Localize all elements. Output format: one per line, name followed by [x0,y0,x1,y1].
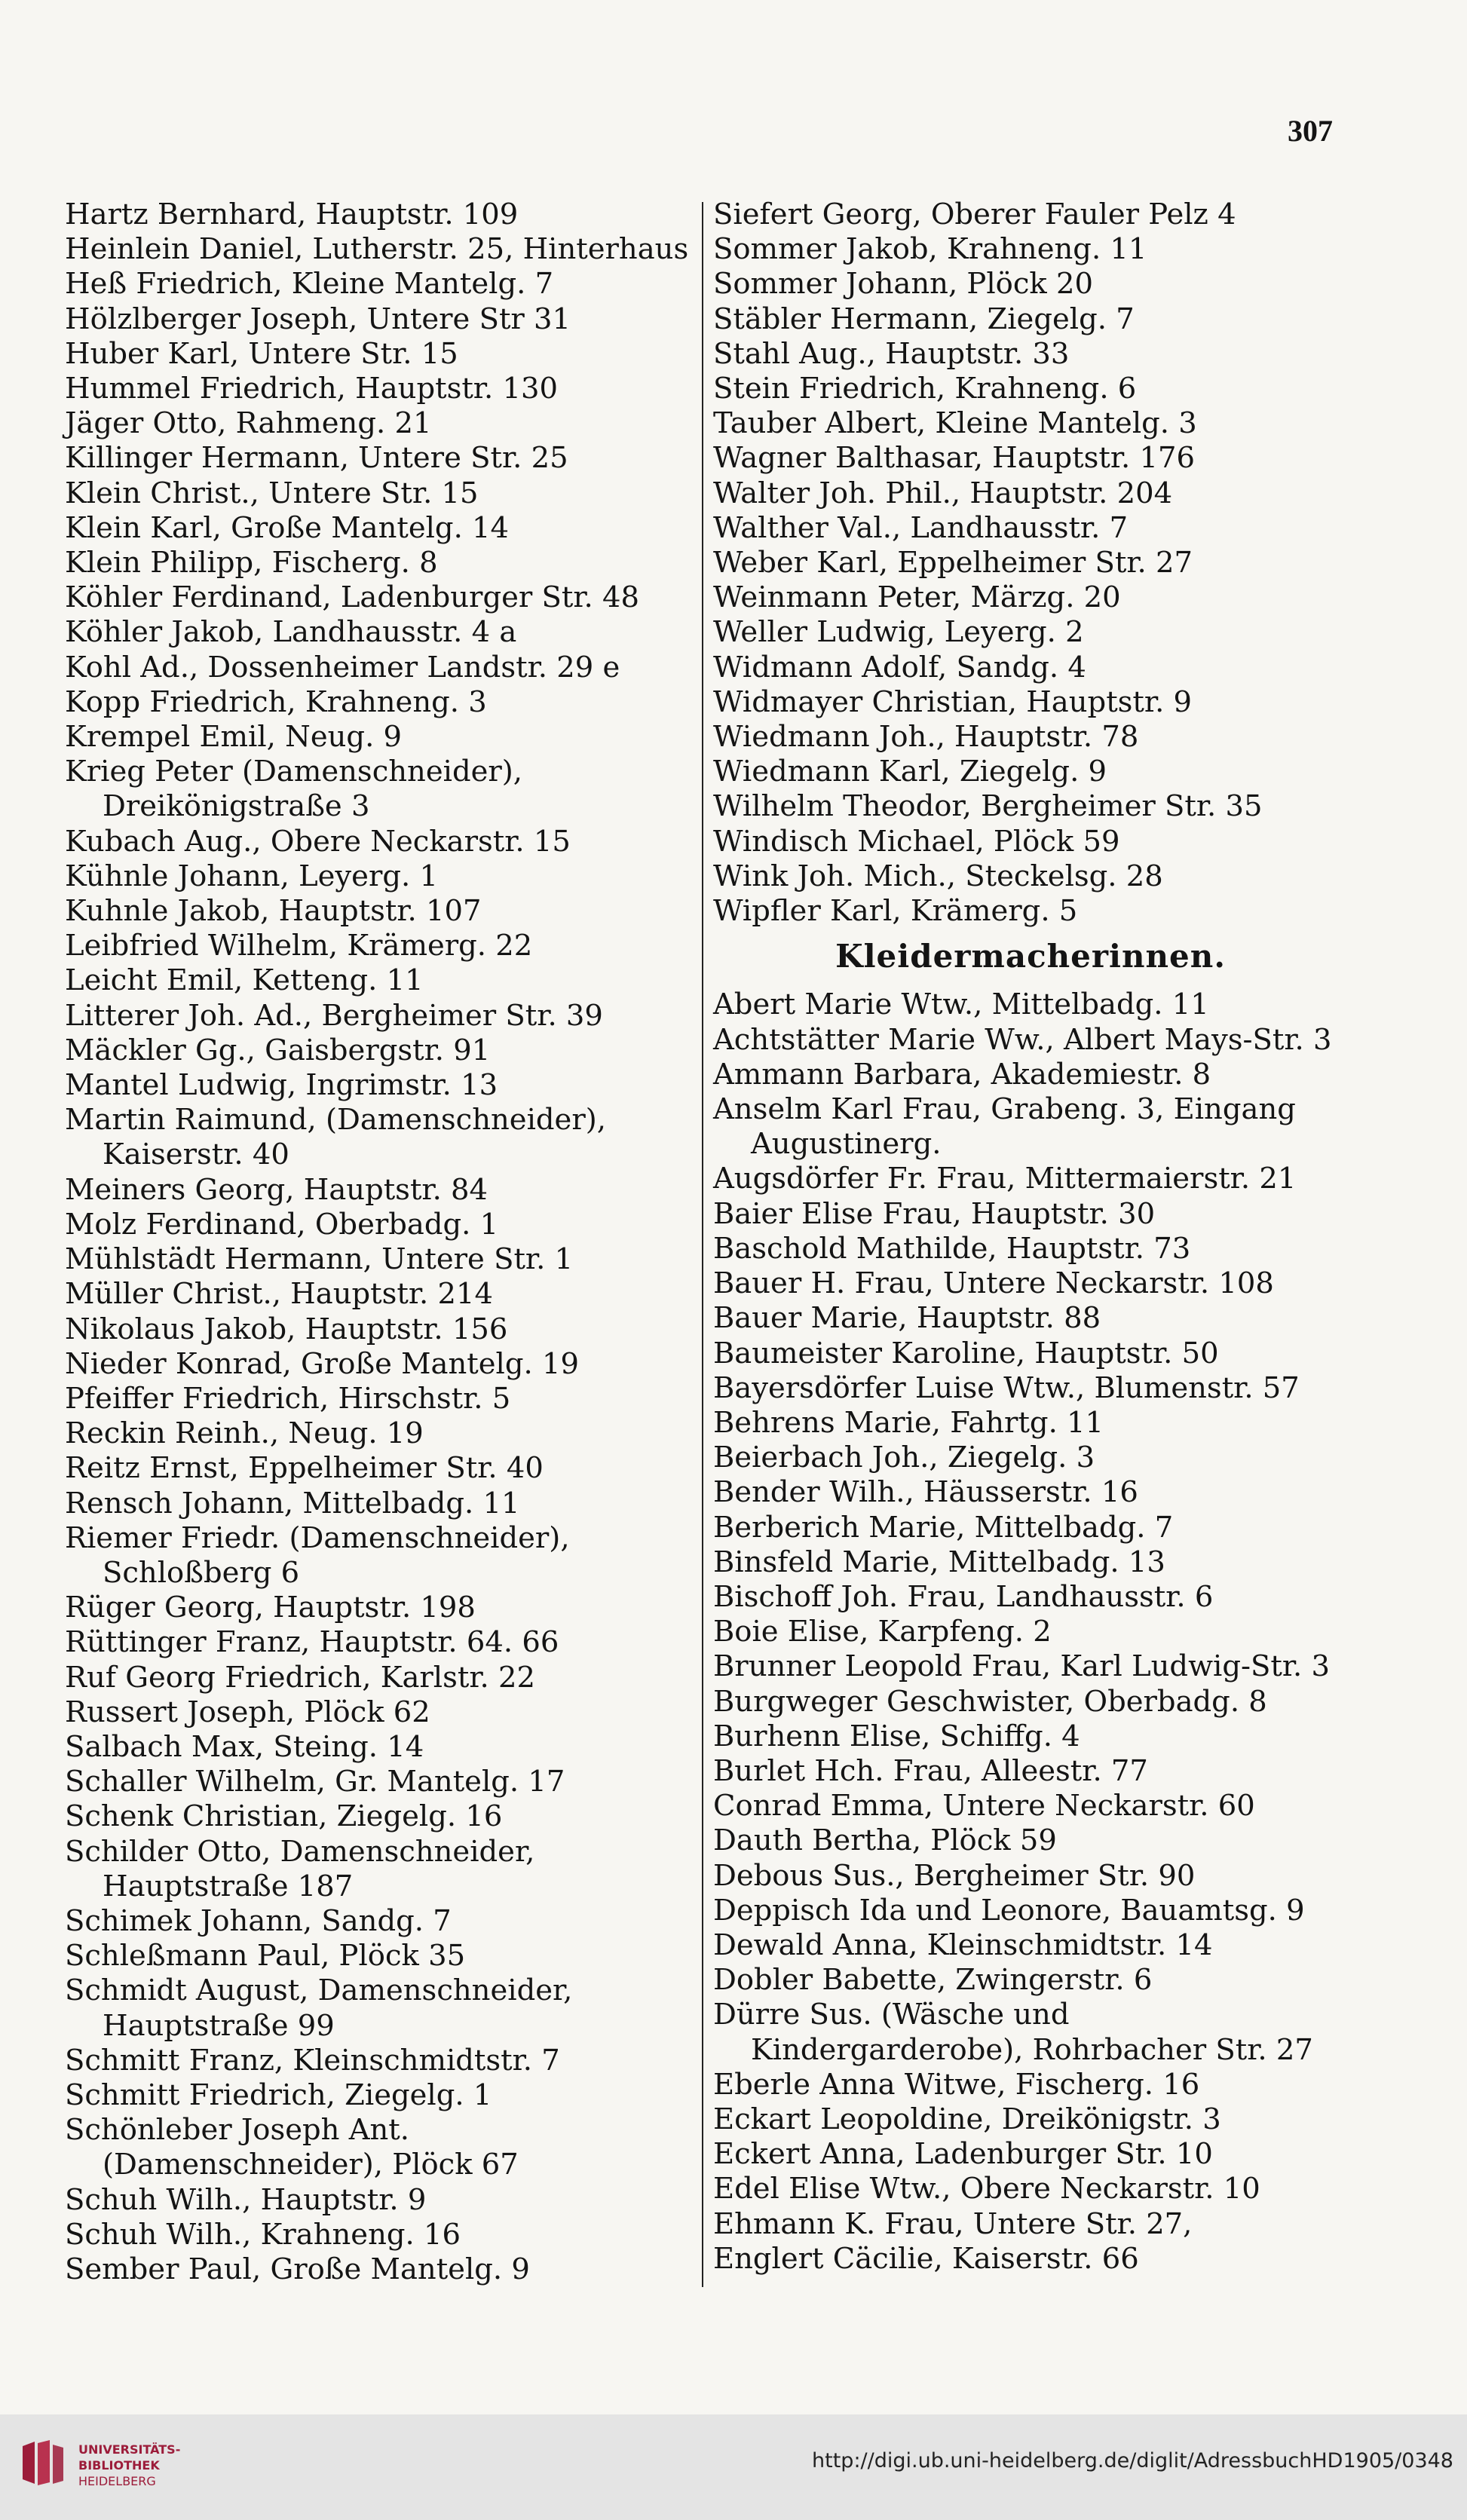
directory-entry: Rüger Georg, Hauptstr. 198 [65,1591,476,1625]
directory-entry: Edel Elise Wtw., Obere Neckarstr. 10 [713,2172,1260,2206]
directory-entry: Weinmann Peter, Märzg. 20 [713,580,1121,615]
directory-entry: Bender Wilh., Häusserstr. 16 [713,1475,1138,1510]
directory-entry: Krempel Emil, Neug. 9 [65,720,403,755]
source-url-link[interactable]: http://digi.ub.uni-heidelberg.de/diglit/AdressbuchHD1905/0348 [812,2449,1453,2473]
directory-entry: Schaller Wilhelm, Gr. Mantelg. 17 [65,1765,565,1799]
library-name-line1: UNIVERSITÄTS- [78,2442,181,2457]
directory-entry: Kubach Aug., Obere Neckarstr. 15 [65,824,571,859]
directory-entry: Schuh Wilh., Hauptstr. 9 [65,2182,427,2217]
directory-entry: Schleßmann Paul, Plöck 35 [65,1939,466,1973]
directory-entry: Nikolaus Jakob, Hauptstr. 156 [65,1312,508,1346]
library-name [78,2442,180,2489]
directory-entry: Sember Paul, Große Mantelg. 9 [65,2252,530,2286]
directory-entry: Bayersdörfer Luise Wtw., Blumenstr. 57 [713,1370,1300,1405]
right-column-entries [713,197,1348,929]
section-entries [713,987,1348,2277]
directory-entry: Ehmann K. Frau, Untere Str. 27, [713,2206,1193,2241]
directory-entry: Müller Christ., Hauptstr. 214 [65,1277,493,1312]
directory-entry: Windisch Michael, Plöck 59 [713,824,1120,859]
directory-entry: Beierbach Joh., Ziegelg. 3 [713,1441,1095,1475]
library-name-line2: BIBLIOTHEK [78,2458,160,2473]
directory-entry: Kühnle Johann, Leyerg. 1 [65,859,438,893]
library-name-line3: HEIDELBERG [78,2474,156,2488]
directory-entry: Wilhelm Theodor, Bergheimer Str. 35 [713,789,1263,824]
directory-entry: Eckert Anna, Ladenburger Str. 10 [713,2137,1213,2172]
left-column [65,197,691,2287]
directory-entry: Köhler Jakob, Landhausstr. 4 a [65,615,517,650]
directory-entry: Kopp Friedrich, Krahneng. 3 [65,684,487,719]
directory-entry: Deppisch Ida und Leonore, Bauamtsg. 9 [713,1893,1305,1928]
directory-entry: Walter Joh. Phil., Hauptstr. 204 [713,476,1173,510]
directory-entry: Leibfried Wilhelm, Krämerg. 22 [65,929,533,963]
directory-entry: Wiedmann Karl, Ziegelg. 9 [713,755,1107,789]
directory-entry: Schmitt Friedrich, Ziegelg. 1 [65,2078,492,2112]
directory-entry: Widmann Adolf, Sandg. 4 [713,650,1086,684]
directory-entry: Mäckler Gg., Gaisbergstr. 91 [65,1033,491,1067]
directory-entry: Reitz Ernst, Eppelheimer Str. 40 [65,1451,544,1486]
directory-entry: Schenk Christian, Ziegelg. 16 [65,1799,503,1834]
directory-entry: Binsfeld Marie, Mittelbadg. 13 [713,1545,1165,1579]
directory-entry: Wink Joh. Mich., Steckelsg. 28 [713,859,1163,893]
directory-entry: Burlet Hch. Frau, Alleestr. 77 [713,1753,1148,1788]
directory-entry: Nieder Konrad, Große Mantelg. 19 [65,1346,579,1381]
directory-entry: Dürre Sus. (Wäsche und Kindergarderobe), Rohrbacher Str. 27 [713,1998,1313,2067]
directory-entry: Köhler Ferdinand, Ladenburger Str. 48 [65,580,640,615]
directory-entry: Heinlein Daniel, Lutherstr. 25, Hinterhaus [65,232,689,267]
directory-entry: Klein Karl, Große Mantelg. 14 [65,510,510,545]
directory-entry: Boie Elise, Karpfeng. 2 [713,1615,1052,1649]
directory-entry: Dobler Babette, Zwingerstr. 6 [713,1963,1153,1998]
directory-entry: Ammann Barbara, Akademiestr. 8 [713,1057,1211,1092]
directory-entry: Rüttinger Franz, Hauptstr. 64. 66 [65,1625,559,1660]
directory-entry: Mühlstädt Hermann, Untere Str. 1 [65,1242,574,1277]
directory-entry: Bauer H. Frau, Untere Neckarstr. 108 [713,1266,1274,1301]
directory-entry: Baumeister Karoline, Hauptstr. 50 [713,1336,1219,1370]
directory-entry: Behrens Marie, Fahrtg. 11 [713,1405,1104,1440]
directory-entry: Hartz Bernhard, Hauptstr. 109 [65,197,519,231]
directory-entry: Englert Cäcilie, Kaiserstr. 66 [713,2241,1139,2276]
directory-entry: Anselm Karl Frau, Grabeng. 3, Eingang Augustinerg. [713,1092,1296,1162]
right-column [713,197,1348,2277]
directory-entry: Sommer Johann, Plöck 20 [713,267,1093,302]
directory-entry: Salbach Max, Steing. 14 [65,1729,424,1764]
directory-entry: Widmayer Christian, Hauptstr. 9 [713,684,1193,719]
directory-entry: Killinger Hermann, Untere Str. 25 [65,441,568,476]
directory-entry: Tauber Albert, Kleine Mantelg. 3 [713,406,1197,441]
directory-entry: Siefert Georg, Oberer Fauler Pelz 4 [713,197,1236,231]
directory-entry: Schmidt August, Damenschneider, Hauptstraße 99 [65,1973,573,2043]
directory-entry: Huber Karl, Untere Str. 15 [65,336,458,371]
directory-entry: Hölzlberger Joseph, Untere Str 31 [65,302,571,336]
directory-entry: Berberich Marie, Mittelbadg. 7 [713,1510,1174,1545]
directory-entry: Bauer Marie, Hauptstr. 88 [713,1301,1101,1336]
directory-entry: Riemer Friedr. (Damenschneider), Schloßberg 6 [65,1520,570,1590]
directory-entry: Reckin Reinh., Neug. 19 [65,1416,424,1451]
directory-entry: Meiners Georg, Hauptstr. 84 [65,1172,488,1207]
directory-entry: Stein Friedrich, Krahneng. 6 [713,372,1137,406]
heidelberg-library-seal-icon [17,2437,69,2490]
directory-entry: Abert Marie Wtw., Mittelbadg. 11 [713,987,1209,1022]
directory-entry: Schönleber Joseph Ant. (Damenschneider), Plöck 67 [65,2113,519,2182]
directory-entry: Weber Karl, Eppelheimer Str. 27 [713,546,1193,580]
directory-entry: Achtstätter Marie Ww., Albert Mays-Str. 3 [713,1022,1332,1057]
directory-entry: Schuh Wilh., Krahneng. 16 [65,2217,461,2252]
directory-entry: Ruf Georg Friedrich, Karlstr. 22 [65,1660,535,1695]
page-number: 307 [1288,114,1333,148]
directory-entry: Burgweger Geschwister, Oberbadg. 8 [713,1684,1267,1719]
directory-entry: Wipfler Karl, Krämerg. 5 [713,894,1078,929]
directory-entry: Schilder Otto, Damenschneider, Hauptstraße 187 [65,1834,535,1903]
directory-entry: Kohl Ad., Dossenheimer Landstr. 29 e [65,650,620,684]
directory-entry: Brunner Leopold Frau, Karl Ludwig-Str. 3 [713,1649,1330,1684]
directory-entry: Dewald Anna, Kleinschmidtstr. 14 [713,1928,1213,1962]
directory-entry: Russert Joseph, Plöck 62 [65,1695,430,1729]
directory-entry: Leicht Emil, Ketteng. 11 [65,963,424,998]
directory-entry: Bischoff Joh. Frau, Landhausstr. 6 [713,1579,1214,1614]
directory-entry: Jäger Otto, Rahmeng. 21 [65,406,432,441]
directory-entry: Debous Sus., Bergheimer Str. 90 [713,1858,1196,1893]
directory-entry: Baschold Mathilde, Hauptstr. 73 [713,1231,1191,1266]
directory-entry: Eckart Leopoldine, Dreikönigstr. 3 [713,2102,1221,2136]
directory-entry: Augsdörfer Fr. Frau, Mittermaierstr. 21 [713,1162,1297,1196]
directory-entry: Stäbler Hermann, Ziegelg. 7 [713,302,1135,336]
directory-entry: Burhenn Elise, Schiffg. 4 [713,1719,1080,1753]
directory-entry: Sommer Jakob, Krahneng. 11 [713,232,1147,267]
directory-entry: Pfeiffer Friedrich, Hirschstr. 5 [65,1381,511,1416]
directory-entry: Walther Val., Landhausstr. 7 [713,510,1129,545]
section-heading: Kleidermacherinnen. [835,938,1226,975]
directory-entry: Wiedmann Joh., Hauptstr. 78 [713,720,1139,755]
directory-entry: Wagner Balthasar, Hauptstr. 176 [713,441,1195,476]
directory-entry: Klein Philipp, Fischerg. 8 [65,546,438,580]
footer-bar [0,2414,1467,2520]
directory-entry: Conrad Emma, Untere Neckarstr. 60 [713,1789,1255,1823]
directory-entry: Kuhnle Jakob, Hauptstr. 107 [65,894,482,929]
directory-entry: Martin Raimund, (Damenschneider), Kaiserstr. 40 [65,1103,606,1172]
directory-entry: Heß Friedrich, Kleine Mantelg. 7 [65,267,554,302]
directory-entry: Krieg Peter (Damenschneider), Dreikönigstraße 3 [65,755,523,824]
directory-entry: Klein Christ., Untere Str. 15 [65,476,479,510]
directory-entry: Hummel Friedrich, Hauptstr. 130 [65,372,558,406]
directory-entry: Molz Ferdinand, Oberbadg. 1 [65,1207,499,1242]
directory-entry: Eberle Anna Witwe, Fischerg. 16 [713,2067,1200,2102]
directory-entry: Stahl Aug., Hauptstr. 33 [713,336,1070,371]
directory-entry: Mantel Ludwig, Ingrimstr. 13 [65,1068,498,1103]
directory-entry: Schmitt Franz, Kleinschmidtstr. 7 [65,2043,560,2078]
directory-entry: Rensch Johann, Mittelbadg. 11 [65,1486,520,1520]
directory-entry: Weller Ludwig, Leyerg. 2 [713,615,1084,650]
directory-entry: Baier Elise Frau, Hauptstr. 30 [713,1196,1156,1231]
directory-entry: Schimek Johann, Sandg. 7 [65,1903,452,1938]
directory-entry: Dauth Bertha, Plöck 59 [713,1823,1057,1858]
directory-entry: Litterer Joh. Ad., Bergheimer Str. 39 [65,998,603,1033]
column-divider [702,202,703,2287]
